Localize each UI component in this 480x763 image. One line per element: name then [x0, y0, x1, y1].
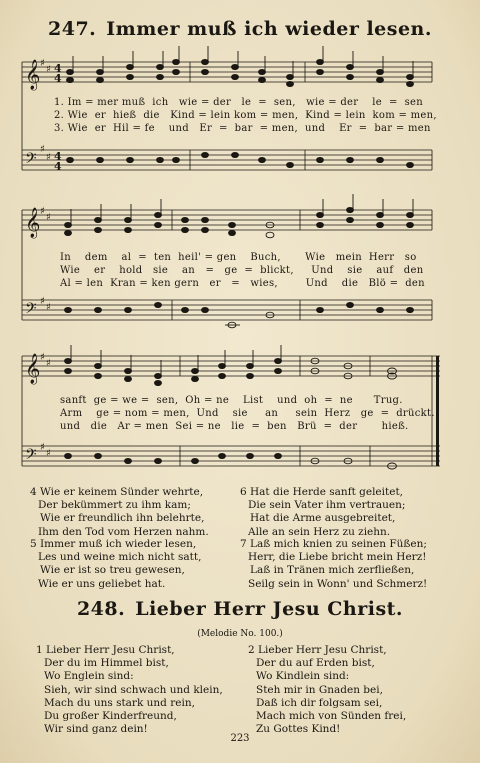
page-number: 223	[230, 733, 250, 744]
stanza-line: Daß ich dir folgsam sei,	[256, 696, 383, 709]
stanza-line: 5 Immer muß ich wieder lesen,	[30, 538, 197, 550]
treble-clef-icon: 𝄞	[25, 354, 41, 384]
stanza-line: Alle an sein Herz zu ziehn.	[248, 525, 391, 538]
svg-text:4: 4	[54, 150, 62, 163]
stanza-line: Herr, die Liebe bricht mein Herz!	[248, 551, 427, 564]
key-signature-sharp: ♯	[40, 58, 45, 69]
bass-clef-icon: 𝄢	[25, 300, 37, 321]
svg-text:♯: ♯	[40, 352, 45, 363]
stanza-line: Les und weine mich nicht satt,	[38, 551, 202, 564]
stanza-line: Der bekümmert zu ihm kam;	[38, 499, 191, 512]
system-1-verse-3-lyrics: 3. Wie er Hil = fe und Er = bar = men, und Er = bar = men	[54, 123, 431, 134]
bass-clef-icon: 𝄢	[25, 150, 37, 171]
bass-clef-icon: 𝄢	[25, 446, 37, 467]
stanza-line: Laß in Tränen mich zerfließen,	[250, 564, 415, 577]
hymn-number: 247.	[48, 18, 97, 40]
svg-text:♯: ♯	[46, 448, 51, 459]
hymn-248-title	[0, 598, 480, 620]
stanza-line: Mach mich von Sünden frei,	[256, 710, 407, 723]
system-2-bass-staff	[22, 300, 432, 320]
stanza-line: Du großer Kinderfreund,	[44, 710, 177, 723]
hymn-number: 248.	[76, 598, 126, 620]
svg-text:4: 4	[54, 160, 62, 173]
stanza-line: Die sein Vater ihm vertrauen;	[248, 499, 406, 512]
stanza-line: Wo Kindlein sind:	[256, 670, 350, 683]
treble-clef-icon: 𝄞	[25, 208, 41, 238]
svg-text:♯: ♯	[46, 212, 51, 223]
stanza-line: Wo Englein sind:	[44, 670, 134, 683]
system-2-verse-3-lyrics: Al = len Kran = ken gern er = wies, Und die Blö = den	[60, 278, 425, 289]
key-signature-sharp: ♯	[40, 144, 45, 155]
system-1-treble-staff	[22, 62, 432, 82]
system-2-treble-staff	[22, 210, 432, 230]
treble-clef-icon: 𝄞	[25, 60, 41, 90]
hymn-title-text: Lieber Herr Jesu Christ.	[135, 598, 404, 620]
system-1-verse-2-lyrics: 2. Wie er hieß die Kind = lein kom = men, Kind = lein kom = men,	[54, 110, 437, 121]
system-3-verse-1-lyrics: sanft ge = we = sen, Oh = ne List und oh = ne Trug.	[60, 395, 403, 406]
stanza-line: Der du im Himmel bist,	[44, 657, 169, 670]
stanza-line: Wie er ist so treu gewesen,	[40, 564, 185, 577]
system-1-verse-1-lyrics: 1. Im = mer muß ich wie = der le = sen, wie = der le = sen	[54, 97, 423, 108]
system-1-bass-staff	[22, 150, 432, 170]
time-signature: 4	[54, 62, 62, 75]
svg-text:♯: ♯	[46, 302, 51, 313]
stanza-5	[30, 538, 201, 591]
stanza-line: Ihm den Tod vom Herzen nahm.	[38, 525, 209, 538]
stanza-line: Wie er uns geliebet hat.	[38, 577, 166, 590]
stanza-line: Zu Gottes Kind!	[256, 723, 341, 736]
stanza-line: Wie er freundlich ihn belehrte,	[40, 512, 205, 525]
melody-reference: (Melodie No. 100.)	[197, 629, 283, 639]
stanza-line: Sieh, wir sind schwach und klein,	[44, 683, 223, 696]
stanza-line: 1 Lieber Herr Jesu Christ,	[36, 644, 175, 656]
final-barline	[436, 356, 439, 466]
stanza-line: Hat die Arme ausgebreitet,	[250, 512, 396, 525]
stanza-line: Wir sind ganz dein!	[44, 723, 148, 736]
system-3-notes	[65, 345, 397, 469]
svg-text:4: 4	[54, 72, 62, 85]
system-3-verse-2-lyrics: Arm ge = nom = men, Und sie an sein Herz ge = drückt.	[60, 408, 435, 419]
hymn-248-stanza-1	[36, 644, 223, 736]
svg-text:♯: ♯	[40, 296, 45, 307]
stanza-6	[240, 486, 405, 539]
key-signature-sharp: ♯	[46, 152, 51, 163]
stanza-7	[240, 538, 427, 591]
system-3-bass-staff	[22, 446, 440, 466]
svg-text:♯: ♯	[40, 442, 45, 453]
stanza-line: 6 Hat die Herde sanft geleitet,	[240, 486, 403, 498]
stanza-4	[30, 486, 209, 539]
hymn-title-text: Immer muß ich wieder lesen.	[106, 18, 432, 40]
stanza-line: Der du auf Erden bist,	[256, 657, 375, 670]
system-2-verse-2-lyrics: Wie er hold sie an = ge = blickt, Und sie auf den	[60, 265, 424, 276]
stanza-line: 4 Wie er keinem Sünder wehrte,	[30, 486, 204, 498]
stanza-line: Mach du uns stark und rein,	[44, 696, 195, 709]
stanza-line: Seilg sein in Wonn' und Schmerz!	[248, 577, 428, 590]
system-3-treble-staff	[22, 356, 440, 376]
svg-text:♯: ♯	[46, 358, 51, 369]
system-2-verse-1-lyrics: In dem al = ten heil' = gen Buch, Wie mein Herr so	[60, 252, 417, 263]
stanza-line: 7 Laß mich knien zu seinen Füßen;	[240, 538, 427, 550]
stanza-line: 2 Lieber Herr Jesu Christ,	[248, 644, 387, 656]
stanza-line: Steh mir in Gnaden bei,	[256, 683, 383, 696]
hymn-248-stanza-2	[248, 644, 406, 736]
svg-text:♯: ♯	[40, 206, 45, 217]
key-signature-sharp: ♯	[46, 64, 51, 75]
system-3-verse-3-lyrics: und die Ar = men Sei = ne lie = ben Brü = der hieß.	[60, 421, 409, 432]
